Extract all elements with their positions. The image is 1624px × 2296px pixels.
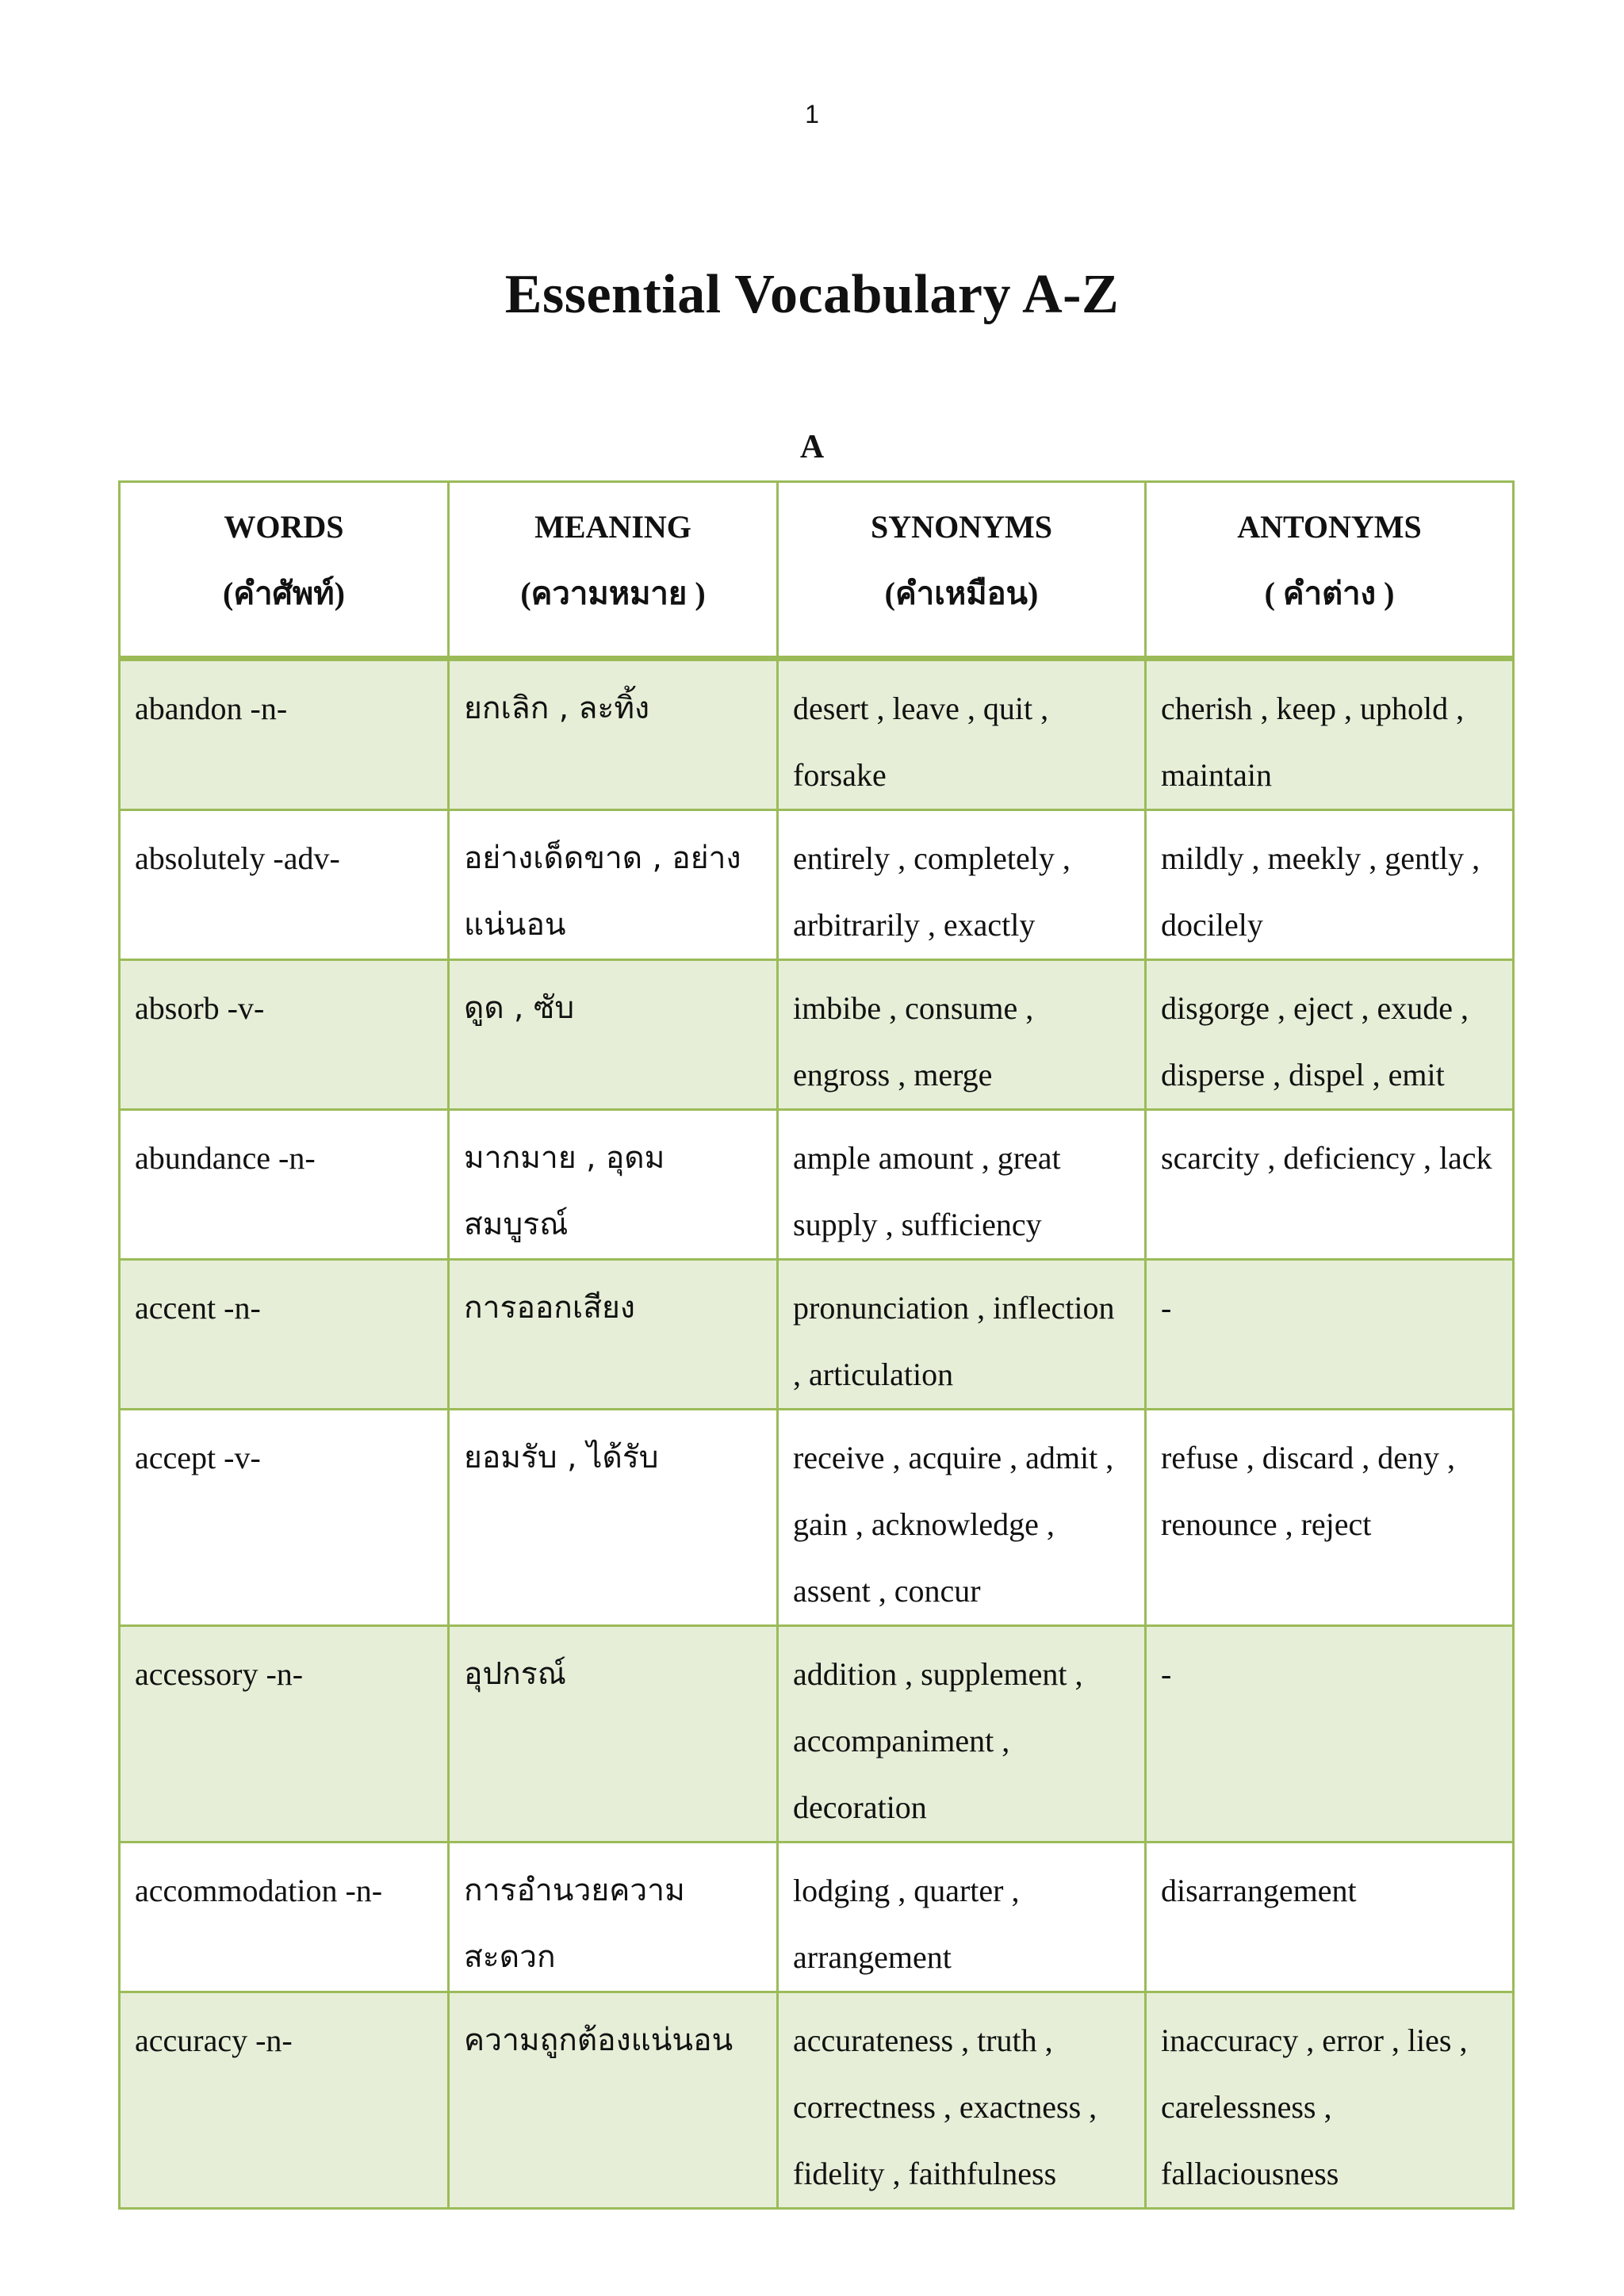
header-antonyms xyxy=(1146,482,1514,659)
synonyms-cell: ample amount , great supply , sufficiency xyxy=(778,1110,1146,1260)
table-header-row xyxy=(120,482,1514,659)
word-cell: absorb -v- xyxy=(120,960,449,1110)
word-cell: accuracy -n- xyxy=(120,1992,449,2209)
antonyms-cell: scarcity , deficiency , lack xyxy=(1146,1110,1514,1260)
synonyms-cell: entirely , completely , arbitrarily , exactly xyxy=(778,810,1146,960)
header-meaning-label: MEANING xyxy=(534,509,691,545)
word-cell: accent -n- xyxy=(120,1260,449,1410)
antonyms-cell: mildly , meekly , gently , docilely xyxy=(1146,810,1514,960)
antonyms-cell: - xyxy=(1146,1626,1514,1843)
synonyms-cell: accurateness , truth , correctness , exactness , fidelity , faithfulness xyxy=(778,1992,1146,2209)
header-synonyms xyxy=(778,482,1146,659)
meaning-cell: ความถูกต้องแน่นอน xyxy=(449,1992,778,2209)
header-antonyms-label: ANTONYMS xyxy=(1237,509,1422,545)
word-cell: accommodation -n- xyxy=(120,1843,449,1992)
header-meaning xyxy=(449,482,778,659)
meaning-cell: อย่างเด็ดขาด , อย่างแน่นอน xyxy=(449,810,778,960)
word-cell: abandon -n- xyxy=(120,659,449,810)
table-row xyxy=(120,659,1514,810)
antonyms-cell: disgorge , eject , exude , disperse , dispel , emit xyxy=(1146,960,1514,1110)
antonyms-cell: refuse , discard , deny , renounce , reject xyxy=(1146,1410,1514,1626)
synonyms-cell: lodging , quarter , arrangement xyxy=(778,1843,1146,1992)
vocabulary-table xyxy=(118,480,1515,2210)
word-cell: abundance -n- xyxy=(120,1110,449,1260)
page-title: Essential Vocabulary A-Z xyxy=(504,264,1120,325)
synonyms-cell: addition , supplement , accompaniment , decoration xyxy=(778,1626,1146,1843)
antonyms-cell: disarrangement xyxy=(1146,1843,1514,1992)
page-number: 1 xyxy=(805,100,819,128)
word-cell: accessory -n- xyxy=(120,1626,449,1843)
table-row xyxy=(120,960,1514,1110)
header-words-label: WORDS xyxy=(224,509,344,545)
word-cell: absolutely -adv- xyxy=(120,810,449,960)
meaning-cell: ยกเลิก , ละทิ้ง xyxy=(449,659,778,810)
table-row xyxy=(120,1260,1514,1410)
antonyms-cell: inaccuracy , error , lies , carelessness , fallaciousness xyxy=(1146,1992,1514,2209)
antonyms-cell: cherish , keep , uphold , maintain xyxy=(1146,659,1514,810)
table-row xyxy=(120,1110,1514,1260)
header-synonyms-label: SYNONYMS xyxy=(871,509,1052,545)
meaning-cell: อุปกรณ์ xyxy=(449,1626,778,1843)
table-row xyxy=(120,1992,1514,2209)
table-row xyxy=(120,1410,1514,1626)
table-row xyxy=(120,1843,1514,1992)
header-antonyms-thai: ( คำต่าง ) xyxy=(1264,576,1395,611)
meaning-cell: มากมาย , อุดมสมบูรณ์ xyxy=(449,1110,778,1260)
table-row xyxy=(120,1626,1514,1843)
section-letter: A xyxy=(799,429,825,465)
synonyms-cell: imbibe , consume , engross , merge xyxy=(778,960,1146,1110)
synonyms-cell: desert , leave , quit , forsake xyxy=(778,659,1146,810)
table-row xyxy=(120,810,1514,960)
antonyms-cell: - xyxy=(1146,1260,1514,1410)
header-words-thai: (คำศัพท์) xyxy=(223,576,345,611)
header-words xyxy=(120,482,449,659)
meaning-cell: ยอมรับ , ได้รับ xyxy=(449,1410,778,1626)
meaning-cell: ดูด , ซับ xyxy=(449,960,778,1110)
header-meaning-thai: (ความหมาย ) xyxy=(520,576,706,611)
header-synonyms-thai: (คำเหมือน) xyxy=(884,576,1039,611)
meaning-cell: การออกเสียง xyxy=(449,1260,778,1410)
word-cell: accept -v- xyxy=(120,1410,449,1626)
meaning-cell: การอำนวยความสะดวก xyxy=(449,1843,778,1992)
synonyms-cell: pronunciation , inflection , articulation xyxy=(778,1260,1146,1410)
synonyms-cell: receive , acquire , admit , gain , acknowledge , assent , concur xyxy=(778,1410,1146,1626)
